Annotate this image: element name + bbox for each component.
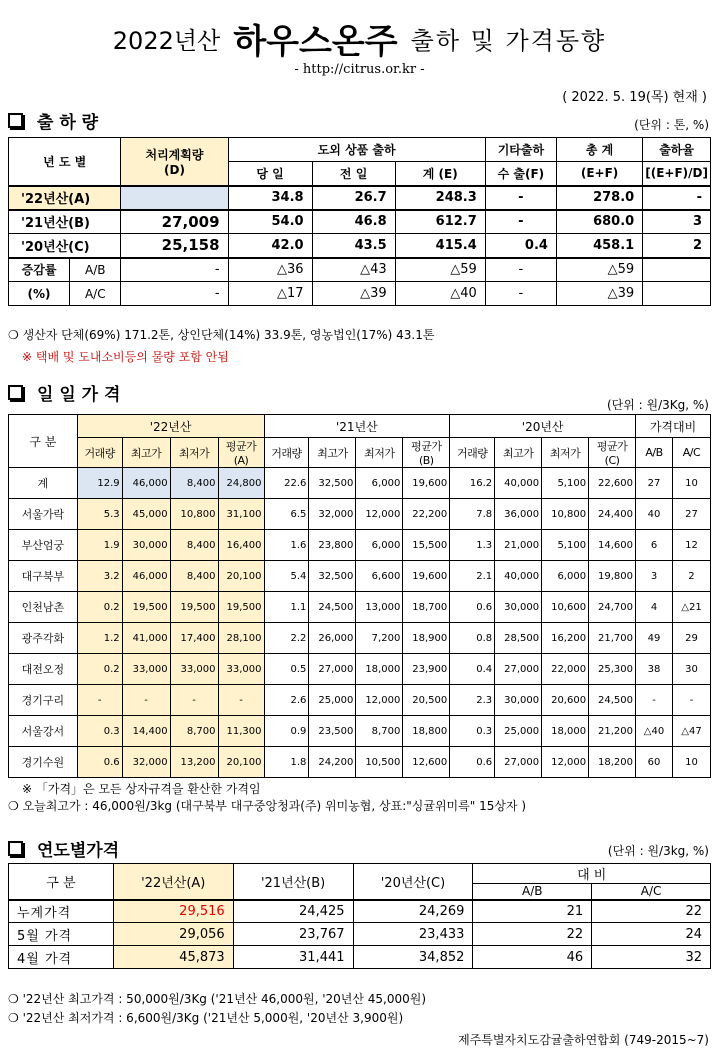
table-cell: 27 <box>636 468 673 499</box>
table-cell: 6 <box>636 530 673 561</box>
table-cell: 30,000 <box>495 592 542 623</box>
table-cell: 1.8 <box>264 747 309 778</box>
table-cell: 2 <box>672 561 710 592</box>
table-cell: 8,700 <box>170 716 218 747</box>
table-cell: 30 <box>672 654 710 685</box>
row-label: 계 <box>9 468 78 499</box>
title-brand: 하우스온주 <box>233 22 398 62</box>
row-label: 대구북부 <box>9 561 78 592</box>
checkbox-square-icon <box>8 841 23 856</box>
yearly-section-title: 연도별가격 <box>8 836 119 861</box>
table-cell: 18,200 <box>589 747 636 778</box>
header-rate: 출하율 <box>643 138 711 162</box>
table-cell: 8,400 <box>170 468 218 499</box>
table-cell: 40,000 <box>495 561 542 592</box>
table-cell: △21 <box>672 592 710 623</box>
table-cell: 29 <box>672 623 710 654</box>
table-cell: 24,800 <box>218 468 264 499</box>
table-cell: 3.2 <box>77 561 122 592</box>
table-cell: 24,700 <box>589 592 636 623</box>
table-cell: 7.8 <box>450 499 495 530</box>
table-cell: 25,000 <box>495 716 542 747</box>
table-cell: 24,500 <box>309 592 356 623</box>
table-cell: - <box>170 685 218 716</box>
table-cell: 27,000 <box>495 747 542 778</box>
table-row <box>9 654 711 685</box>
table-cell: 7,200 <box>356 623 403 654</box>
table-cell: 22,000 <box>542 654 589 685</box>
table-row: 누계가격 29,516 24,425 24,269 21 22 <box>9 900 711 923</box>
table-cell: 10 <box>672 747 710 778</box>
table-cell: 6,600 <box>356 561 403 592</box>
table-cell: 10,600 <box>542 592 589 623</box>
table-cell: 21,700 <box>589 623 636 654</box>
shipment-unit: (단위 : 톤, %) <box>634 118 709 132</box>
table-cell: 19,500 <box>218 592 264 623</box>
table-cell: 0.8 <box>450 623 495 654</box>
table-cell: 23,900 <box>403 654 450 685</box>
header-today: 당 일 <box>228 162 312 186</box>
checkbox-square-icon <box>8 113 23 128</box>
table-cell: 18,700 <box>403 592 450 623</box>
table-cell: 1.1 <box>264 592 309 623</box>
table-row <box>9 530 711 561</box>
table-cell: 10 <box>672 468 710 499</box>
table-cell: 32,500 <box>309 468 356 499</box>
table-cell: △47 <box>672 716 710 747</box>
table-cell: 1.3 <box>450 530 495 561</box>
header-y21: '21년산 <box>264 415 450 438</box>
table-row: 증감률 A/B - △36 △43 △59 - △59 <box>9 258 711 282</box>
header-sum-code: (E+F) <box>556 162 642 186</box>
table-cell: 25,000 <box>309 685 356 716</box>
daily-section-title: 일 일 가 격 <box>8 380 120 405</box>
table-cell: 19,800 <box>589 561 636 592</box>
table-cell: 12,600 <box>403 747 450 778</box>
table-cell: 46,000 <box>122 561 170 592</box>
table-cell: 19,600 <box>403 468 450 499</box>
table-cell: 0.2 <box>77 592 122 623</box>
header-plan: 처리계획량 (D) <box>121 138 228 186</box>
daily-body <box>9 468 711 778</box>
table-row <box>9 747 711 778</box>
table-cell: 1.9 <box>77 530 122 561</box>
checkbox-square-icon <box>8 385 23 400</box>
daily-unit: (단위 : 원/3Kg, %) <box>606 398 709 412</box>
header-group: 구 분 <box>9 864 114 900</box>
producer-note: ❍ 생산자 단체(69%) 171.2톤, 상인단체(14%) 33.9톤, 영농법인(17%) 43.1톤 <box>8 328 435 342</box>
title-subtitle: 출하 및 가격동향 <box>410 27 607 55</box>
table-cell: 27 <box>672 499 710 530</box>
table-cell: 33,000 <box>122 654 170 685</box>
price-note: ※ 「가격」은 모든 상자규격을 환산한 가격임 <box>22 782 261 796</box>
row-label: 경기구리 <box>9 685 78 716</box>
table-cell: 8,400 <box>170 530 218 561</box>
table-cell: 41,000 <box>122 623 170 654</box>
table-cell: 32,000 <box>122 747 170 778</box>
table-cell: 2.3 <box>450 685 495 716</box>
header-y20: '20년산 <box>450 415 636 438</box>
table-cell: 2.6 <box>264 685 309 716</box>
table-row: '22년산(A) 34.8 26.7 248.3 - 278.0 - <box>9 186 711 210</box>
table-cell: 0.3 <box>77 716 122 747</box>
header-a: '22년산(A) <box>113 864 233 900</box>
table-row: 4월 가격 45,873 31,441 34,852 46 32 <box>9 946 711 969</box>
table-cell: 1.2 <box>77 623 122 654</box>
table-cell: 30,000 <box>122 530 170 561</box>
table-cell: 0.2 <box>77 654 122 685</box>
table-cell: 5.4 <box>264 561 309 592</box>
table-row <box>9 623 711 654</box>
table-cell: - <box>672 685 710 716</box>
table-row <box>9 716 711 747</box>
header-group: 구 분 <box>9 415 78 468</box>
row-label: 부산엄궁 <box>9 530 78 561</box>
table-cell: 19,500 <box>122 592 170 623</box>
table-cell: 8,700 <box>356 716 403 747</box>
table-cell: 38 <box>636 654 673 685</box>
header-other: 기타출하 <box>485 138 556 162</box>
table-cell: 13,200 <box>170 747 218 778</box>
table-cell: 33,000 <box>218 654 264 685</box>
table-cell: - <box>77 685 122 716</box>
table-cell: 18,800 <box>403 716 450 747</box>
table-cell: 10,800 <box>542 499 589 530</box>
table-row <box>9 499 711 530</box>
table-cell: 20,500 <box>403 685 450 716</box>
table-cell: 24,400 <box>589 499 636 530</box>
row-label: 서울강서 <box>9 716 78 747</box>
table-cell: 28,100 <box>218 623 264 654</box>
table-cell: 19,600 <box>403 561 450 592</box>
table-cell: 36,000 <box>495 499 542 530</box>
table-cell: 30,000 <box>495 685 542 716</box>
table-cell: 25,300 <box>589 654 636 685</box>
table-cell: 46,000 <box>122 468 170 499</box>
table-cell: 22,200 <box>403 499 450 530</box>
row-label: 경기수원 <box>9 747 78 778</box>
table-cell: 15,500 <box>403 530 450 561</box>
table-cell: 18,000 <box>542 716 589 747</box>
table-cell: 21,200 <box>589 716 636 747</box>
table-cell: 6.5 <box>264 499 309 530</box>
table-cell: 13,000 <box>356 592 403 623</box>
table-cell: 12,000 <box>356 685 403 716</box>
daily-price-table: 구 분 '22년산 '21년산 '20년산 가격대비 거래량 최고가 최저가 평균가(A) 거래량 최고가 최저가 평균가(B) 거래량 최고가 최저가 평균가(C) A/B A/C 계 12.9 46,000 8,400 24,800 22.6 32,500 6,000 19,600 16.2 40,000 5,100 22,600 27 10 서울가락 5.3 45,000 10,800 31,100 6.5 32,000 12,000 22,200 7.8 36,000 10,800 24,400 40 27 부산엄궁 1.9 30,000 8,400 16,400 1.6 23,800 6,000 15,500 1.3 21,000 5,100 14,600 6 12 대구북부 3.2 46,000 8,400 20,100 5.4 32,500 6,600 19,600 2.1 40,000 6,000 19,800 3 2 인천남촌 0.2 19,500 19,500 19,500 1.1 24,500 13,000 18,700 0.6 30,000 10,600 24,700 4 △21 광주각화 1.2 41,000 17,400 28,100 2.2 26,000 7,200 18,900 0.8 28,500 16,200 21,700 49 29 대전오정 0.2 33,000 33,000 33,000 0.5 27,000 18,000 23,900 0.4 27,000 22,000 25,300 38 30 경기구리 - - - - 2.6 25,000 12,000 20,500 2.3 30,000 20,600 24,500 - - 서울강서 0.3 14,400 8,700 11,300 0.9 23,500 8,700 18,800 0.3 25,000 18,000 21,200 △40 △47 경기수원 0.6 32,000 13,200 20,100 1.8 24,200 10,500 12,600 0.6 27,000 12,000 18,200 60 10 <box>8 414 711 778</box>
table-cell: - <box>218 685 264 716</box>
table-cell: 5,100 <box>542 530 589 561</box>
table-cell: 12 <box>672 530 710 561</box>
shipment-section-title: 출 하 량 <box>8 108 98 133</box>
table-cell: 18,000 <box>356 654 403 685</box>
header-sum: 총 계 <box>556 138 642 162</box>
table-cell: 16,400 <box>218 530 264 561</box>
table-cell: 24,500 <box>589 685 636 716</box>
table-cell: 6,000 <box>542 561 589 592</box>
table-cell: 24,200 <box>309 747 356 778</box>
header-c: '20년산(C) <box>353 864 473 900</box>
table-cell: 11,300 <box>218 716 264 747</box>
shipment-table <box>8 137 711 306</box>
table-row: (%) A/C - △17 △39 △40 - △39 <box>9 282 711 306</box>
table-cell: 14,400 <box>122 716 170 747</box>
table-cell: 1.6 <box>264 530 309 561</box>
table-cell: 14,600 <box>589 530 636 561</box>
table-row <box>9 468 711 499</box>
table-cell: 40 <box>636 499 673 530</box>
report-title <box>0 14 719 63</box>
report-date: ( 2022. 5. 19(목) 현재 ) <box>562 90 707 105</box>
table-cell: 21,000 <box>495 530 542 561</box>
table-cell: 27,000 <box>495 654 542 685</box>
header-y22: '22년산 <box>77 415 264 438</box>
table-cell: 28,500 <box>495 623 542 654</box>
yearly-unit: (단위 : 원/3kg, %) <box>607 844 709 858</box>
min-price-note: ❍ '22년산 최저가격 : 6,600원/3Kg ('21년산 5,000원, '20년산 3,900원) <box>8 1011 404 1025</box>
table-cell: 0.5 <box>264 654 309 685</box>
row-label: 서울가락 <box>9 499 78 530</box>
table-cell: 6,000 <box>356 530 403 561</box>
row-label: 인천남촌 <box>9 592 78 623</box>
table-cell: 8,400 <box>170 561 218 592</box>
table-cell: 5,100 <box>542 468 589 499</box>
table-cell: 2.2 <box>264 623 309 654</box>
title-year: 2022년산 <box>112 27 221 55</box>
table-cell: 26,000 <box>309 623 356 654</box>
table-cell: 0.6 <box>77 747 122 778</box>
table-cell: 23,800 <box>309 530 356 561</box>
table-cell: 16,200 <box>542 623 589 654</box>
table-cell: 60 <box>636 747 673 778</box>
table-cell: 0.6 <box>450 592 495 623</box>
header-rate-code: [(E+F)/D] <box>643 162 711 186</box>
table-cell: △40 <box>636 716 673 747</box>
publisher-footer: 제주특별자치도감귤출하연합회 (749-2015~7) <box>458 1033 709 1047</box>
header-year: 년 도 별 <box>9 138 121 186</box>
row-label: 대전오정 <box>9 654 78 685</box>
table-row: '20년산(C) 25,158 42.0 43.5 415.4 0.4 458.1 2 <box>9 234 711 258</box>
row-label: 광주각화 <box>9 623 78 654</box>
table-cell: - <box>122 685 170 716</box>
table-cell: 0.4 <box>450 654 495 685</box>
top-price-note: ❍ 오늘최고가 : 46,000원/3kg (대구북부 대구중앙청과(주) 위미농협, 상표:"싱귤위미륵" 15상자 ) <box>8 799 527 813</box>
header-b: '21년산(B) <box>233 864 353 900</box>
table-cell: 32,000 <box>309 499 356 530</box>
table-row <box>9 685 711 716</box>
table-cell: 5.3 <box>77 499 122 530</box>
table-cell: 22,600 <box>589 468 636 499</box>
table-cell: 33,000 <box>170 654 218 685</box>
table-cell: 3 <box>636 561 673 592</box>
table-cell: 23,500 <box>309 716 356 747</box>
yearly-price-table: 구 분 '22년산(A) '21년산(B) '20년산(C) 대 비 A/B A/C 누계가격 29,516 24,425 24,269 21 22 5월 가격 29,056 23,767 23,433 22 24 4월 가격 45,873 31,441 34,852 46 32 <box>8 863 711 969</box>
table-cell: 32,500 <box>309 561 356 592</box>
header-compare: 가격대비 <box>636 415 711 438</box>
table-cell: 0.9 <box>264 716 309 747</box>
table-cell: 10,500 <box>356 747 403 778</box>
table-cell: - <box>636 685 673 716</box>
table-row: 5월 가격 29,056 23,767 23,433 22 24 <box>9 923 711 946</box>
table-cell: 20,100 <box>218 561 264 592</box>
table-cell: 12,000 <box>356 499 403 530</box>
table-cell: 27,000 <box>309 654 356 685</box>
header-prev: 전 일 <box>312 162 395 186</box>
table-row <box>9 561 711 592</box>
table-cell: 10,800 <box>170 499 218 530</box>
table-row <box>9 592 711 623</box>
table-cell: 16.2 <box>450 468 495 499</box>
table-cell: 19,500 <box>170 592 218 623</box>
table-cell: 40,000 <box>495 468 542 499</box>
table-cell: 12.9 <box>77 468 122 499</box>
table-cell: 12,000 <box>542 747 589 778</box>
table-cell: 4 <box>636 592 673 623</box>
table-cell: 2.1 <box>450 561 495 592</box>
site-url[interactable]: - http://citrus.or.kr - <box>294 62 425 77</box>
table-cell: 6,000 <box>356 468 403 499</box>
header-total: 계 (E) <box>395 162 485 186</box>
header-compare: 대 비 <box>473 864 711 884</box>
header-export: 수 출(F) <box>485 162 556 186</box>
delivery-note: ※ 택배 및 도내소비등의 물량 포함 안됨 <box>22 350 229 364</box>
table-cell: 17,400 <box>170 623 218 654</box>
table-row: '21년산(B) 27,009 54.0 46.8 612.7 - 680.0 3 <box>9 210 711 234</box>
header-domestic: 도외 상품 출하 <box>228 138 485 162</box>
table-cell: 20,100 <box>218 747 264 778</box>
table-cell: 45,000 <box>122 499 170 530</box>
max-price-note: ❍ '22년산 최고가격 : 50,000원/3Kg ('21년산 46,000원, '20년산 45,000원) <box>8 992 427 1006</box>
table-cell: 31,100 <box>218 499 264 530</box>
table-cell: 22.6 <box>264 468 309 499</box>
table-cell: 18,900 <box>403 623 450 654</box>
table-cell: 0.3 <box>450 716 495 747</box>
table-cell: 49 <box>636 623 673 654</box>
table-cell: 20,600 <box>542 685 589 716</box>
table-cell: 0.6 <box>450 747 495 778</box>
